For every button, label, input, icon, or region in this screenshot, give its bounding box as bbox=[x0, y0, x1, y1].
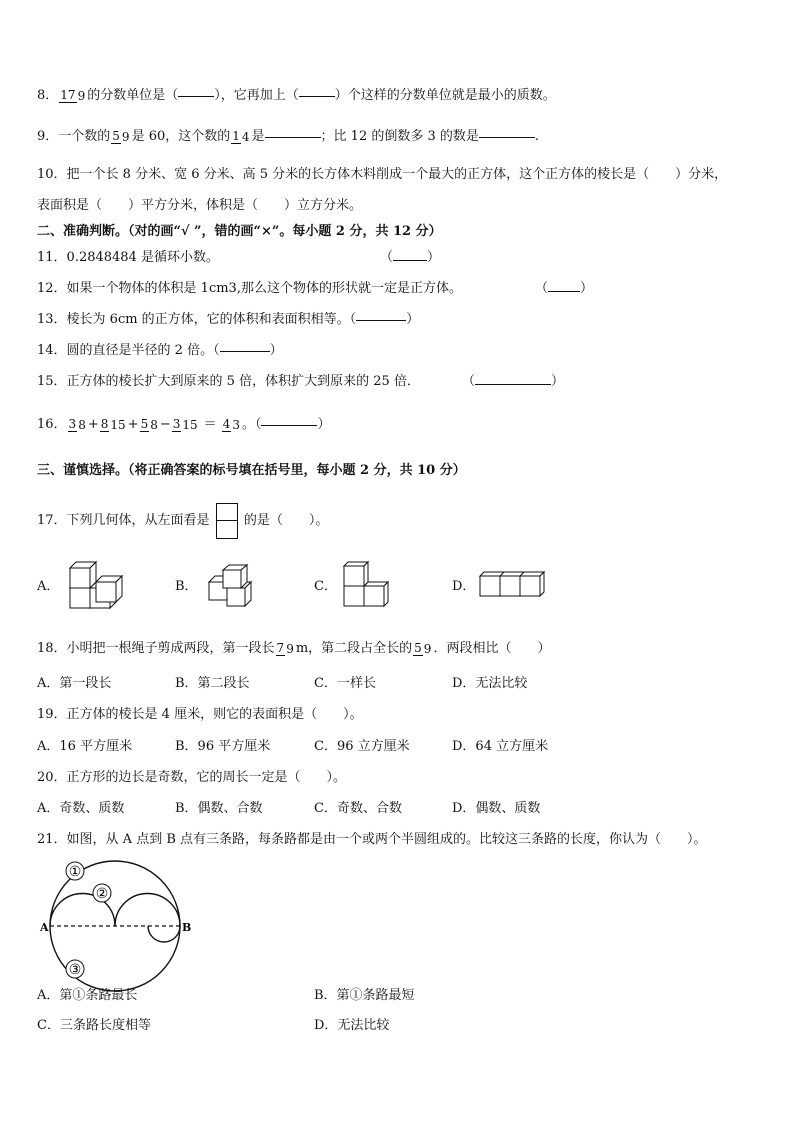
point-a-label: A bbox=[40, 921, 49, 934]
question-8: 8． 17 9 的分数单位是（ ），它再加上（ ）个这样的分数单位就是最小的质数。 bbox=[37, 86, 556, 107]
question-14: 14．圆的直径是半径的 2 倍。（ ） bbox=[37, 343, 283, 358]
option-d[interactable]: D．偶数、质数 bbox=[452, 801, 541, 816]
answer-paren[interactable]: （ ） bbox=[462, 374, 565, 389]
question-15: 15．正方体的棱长扩大到原来的 5 倍，体积扩大到原来的 25 倍． bbox=[37, 374, 420, 389]
option-a[interactable]: A．第①条路最长 bbox=[37, 988, 138, 1003]
option-d[interactable]: D．无法比较 bbox=[314, 1018, 390, 1033]
cube-row-d-figure bbox=[478, 568, 548, 602]
path-label-1: ① bbox=[68, 864, 82, 880]
option-b[interactable]: B．第二段长 bbox=[175, 676, 250, 691]
cube-stack-a-figure bbox=[66, 558, 126, 614]
option-d[interactable]: D． bbox=[452, 579, 476, 594]
option-b[interactable]: B．偶数、合数 bbox=[175, 801, 263, 816]
answer-blank[interactable] bbox=[265, 137, 321, 138]
question-17: 17．下列几何体，从左面看是 的是（ ）。 bbox=[37, 503, 328, 539]
question-20: 20．正方形的边长是奇数，它的周长一定是（ ）。 bbox=[37, 770, 347, 785]
question-13: 13．棱长为 6cm 的正方体，它的体积和表面积相等。（ ） bbox=[37, 312, 420, 327]
left-view-figure bbox=[216, 503, 238, 539]
option-d[interactable]: D．无法比较 bbox=[452, 676, 528, 691]
question-11: 11．0.2848484 是循环小数。 bbox=[37, 250, 219, 265]
path-label-2: ② bbox=[95, 886, 109, 902]
answer-blank[interactable] bbox=[261, 425, 317, 426]
answer-blank[interactable] bbox=[178, 96, 214, 97]
section-heading-choice: 三、谨慎选择。（将正确答案的标号填在括号里，每小题 2 分，共 10 分） bbox=[37, 463, 466, 478]
option-a[interactable]: A．第一段长 bbox=[37, 676, 112, 691]
option-b[interactable]: B．96 平方厘米 bbox=[175, 739, 271, 754]
option-a[interactable]: A．奇数、质数 bbox=[37, 801, 125, 816]
cube-stack-c-figure bbox=[340, 560, 390, 612]
option-c[interactable]: C．奇数、合数 bbox=[314, 801, 402, 816]
option-b[interactable]: B．第①条路最短 bbox=[314, 988, 415, 1003]
fraction: 5 9 bbox=[112, 129, 130, 144]
semicircle-paths-figure bbox=[40, 858, 190, 978]
option-c[interactable]: C．一样长 bbox=[314, 676, 376, 691]
answer-paren[interactable]: （ ） bbox=[535, 281, 594, 296]
answer-blank[interactable] bbox=[299, 96, 335, 97]
section-heading-judgement: 二、准确判断。（对的画“√ ”，错的画“×”。每小题 2 分，共 12 分） bbox=[37, 224, 442, 239]
point-b-label: B bbox=[182, 921, 192, 934]
question-16: 16． 3 8 + 8 15 + 5 8 − 3 15 ＝ 4 3 。（ ） bbox=[37, 417, 331, 432]
option-b[interactable]: B． bbox=[175, 579, 198, 594]
option-c[interactable]: C．三条路长度相等 bbox=[37, 1018, 151, 1033]
answer-blank[interactable] bbox=[220, 351, 270, 352]
option-c[interactable]: C． bbox=[314, 579, 337, 594]
question-10-line1: 10．把一个长 8 分米、宽 6 分米、高 5 分米的长方体木料削成一个最大的正方体，这个正方体的棱长是（ ）分米， bbox=[37, 167, 728, 182]
answer-paren[interactable]: （ ） bbox=[380, 250, 441, 265]
answer-blank[interactable] bbox=[479, 137, 535, 138]
question-number: 8． bbox=[37, 88, 59, 103]
fraction: 17 9 bbox=[60, 88, 86, 103]
option-c[interactable]: C．96 立方厘米 bbox=[314, 739, 410, 754]
answer-blank[interactable] bbox=[356, 320, 406, 321]
cube-stack-b-figure bbox=[205, 564, 261, 610]
option-a[interactable]: A．16 平方厘米 bbox=[37, 739, 133, 754]
question-9: 9．一个数的 5 9 是 60，这个数的 1 4 是 ；比 12 的倒数多 3 的数是 . bbox=[37, 129, 540, 144]
question-12: 12．如果一个物体的体积是 1cm3,那么这个物体的形状就一定是正方体。 bbox=[37, 281, 462, 296]
fraction: 1 4 bbox=[232, 129, 250, 144]
path-label-3: ③ bbox=[68, 962, 82, 978]
question-19: 19．正方体的棱长是 4 厘米，则它的表面积是（ ）。 bbox=[37, 707, 363, 722]
question-10-line2: 表面积是（ ）平方分米，体积是（ ）立方分米。 bbox=[37, 198, 363, 213]
option-d[interactable]: D．64 立方厘米 bbox=[452, 739, 549, 754]
question-18: 18．小明把一根绳子剪成两段，第一段长 7 9 m，第二段占全长的 5 9 ．两段相比（ ） bbox=[37, 641, 551, 656]
question-21: 21．如图，从 A 点到 B 点有三条路，每条路都是由一个或两个半圆组成的。比较这三条路的长度，你认为（ ）。 bbox=[37, 832, 707, 847]
option-a[interactable]: A． bbox=[37, 579, 60, 594]
